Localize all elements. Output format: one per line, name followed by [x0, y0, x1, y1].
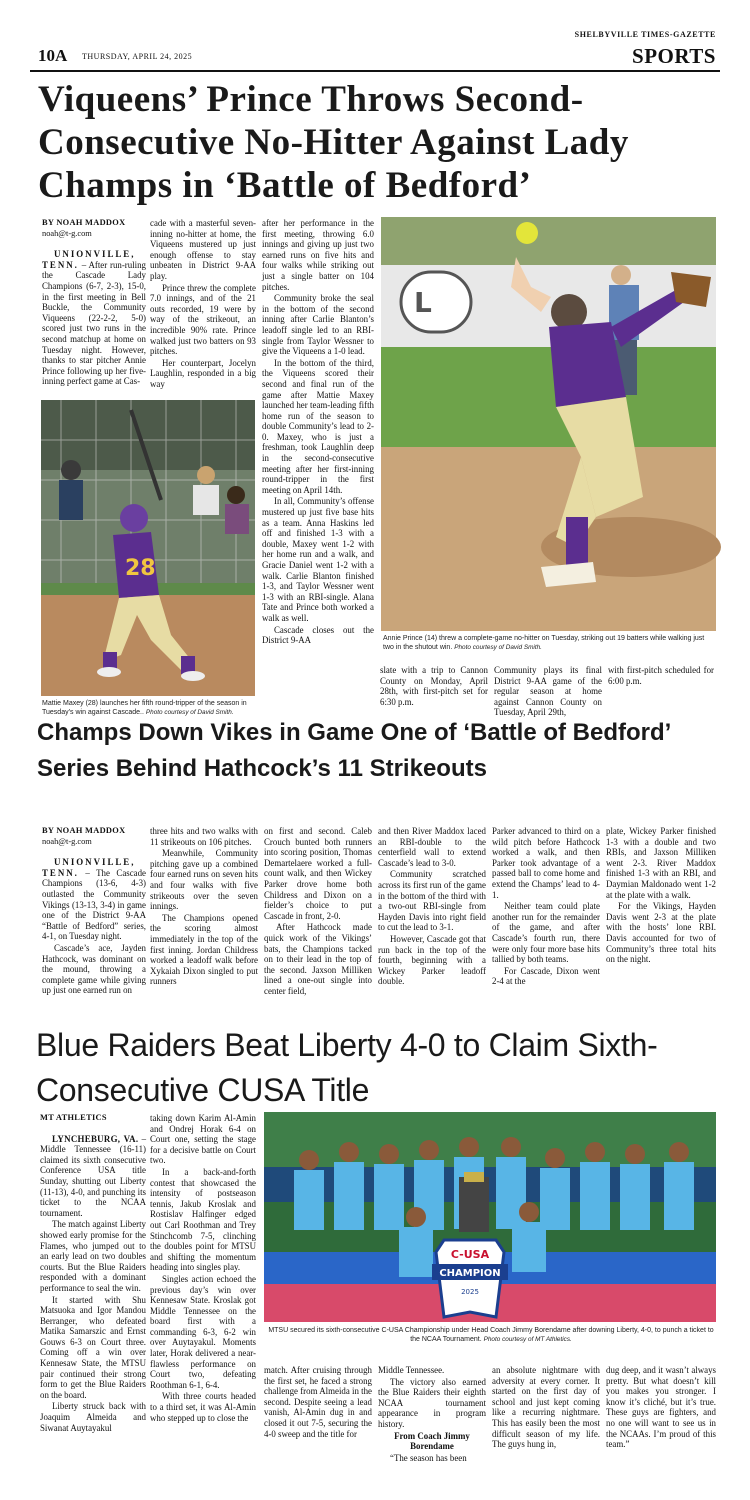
batter-photo-credit: Photo courtesy of David Smith. [145, 709, 234, 716]
story1-col3: after her performance in the first meeting, throwing 6.0 innings and giving up just two earned runs on five hits and four walks while striking out just a single batter on 104 pitches. Community broke the seal in the bottom of the second inning after Carlie Blanton’s leadoff single led to an RBI-single from Taylor Wessner to give the Viqueens a 1-0 lead. In the bottom of the third, the Viqueens scored their second and final run of the game after Mattie Maxey launched her team-leading fifth home run of the season to double Community’s lead to 2-0. Maxey, who is just a freshman, took Laughlin deep in the second-consecutive meeting after her first-inning round-tripper in the first meeting on April 14th. In all, Community’s offense mustered up just five base hits as a team. Anna Haskins led off and finished 1-3 with a double, Maxey went 1-2 with her home run and a walk, and Gracie Daniel went 1-2 with a walk. Carlie Blanton finished 1-3, and Taylor Wessner went 1-3 with an RBI-single. Alana Tate and Prince both worked a walk as well. Cascade closes out the District 9-AA [262, 218, 374, 646]
story2-headline: Champs Down Vikes in Game One of ‘Battle of Bedford’ Series Behind Hathcock’s 11 Strikeouts [37, 719, 670, 782]
pitcher-photo-credit: Photo courtesy of David Smith. [454, 644, 542, 651]
banner-cusa: C-USA [450, 1248, 490, 1261]
story1-byline: BY NOAH MADDOX [42, 218, 126, 227]
batter-photo-caption: Mattie Maxey (28) launches her fifth round-tripper of the season in Tuesday’s win against Cascade.. Photo courtesy of David Smith. [42, 700, 247, 716]
story2-col5: Parker advanced to third on a wild pitch before Hathcock worked a walk, and then Parker took advantage of a passed ball to come home and extend the Champs’ lead to 4-1. Neither team could plate another run for the remainder of the game, and after Cascade’s fourth run, there were only four more base hits tallied by both teams. For Cascade, Dixon went 2-4 at the [492, 826, 600, 987]
story2-col3: on first and second. Caleb Crouch bunted both runners into scoring position, Thomas Demartelaere worked a full-count walk, and then Wickey Parker drove home both Childress and Dixon on a fielder’s choice to put Cascade in front, 2-0. After Hathcock made quick work of the Vikings’ bats, the Champions tacked on to their lead in the top of the second. Jaxson Milliken lined a one-out single into center field, [264, 826, 372, 996]
coach-quote-heading: From Coach Jimmy Borendame [394, 1430, 470, 1452]
banner-year: 2025 [461, 1288, 479, 1296]
story1-headline: Viqueens’ Prince Throws Second-Consecutive No-Hitter Against Lady Champs in ‘Battle of Bedford’ [38, 79, 629, 206]
story2-col4: and then River Maddox laced an RBI-double to the centerfield wall to extend Cascade’s lead to 3-0. Community scratched across its first run of the game in the bottom of the third with a two-out RBI-single from Hayden Davis into right field to cut the lead to 3-1. However, Cascade got that run back in the top of the fourth, beginning with a Wickey Parker leadoff double. [378, 826, 486, 987]
story3-byline: MT ATHLETICS [40, 1113, 107, 1122]
story1-col6: with first-pitch scheduled for 6:00 p.m. [608, 665, 714, 686]
page-number: 10A [38, 46, 68, 65]
story2-col6: plate, Wickey Parker finished 1-3 with a double and two RBIs, and Jaxson Milliken went 2-3. River Maddox finished 1-3 with an RBI, and Daymian Maldonado went 1-2 at the plate with a walk. For the Vikings, Hayden Davis went 2-3 at the plate with the hosts’ lone RBI. Davis accounted for two of Community’s three total hits on the night. [606, 826, 716, 965]
story3-col2: taking down Karim Al-Amin and Ondrej Horak 6-4 on Court one, setting the stage for a decisive battle on Court two. In a back-and-forth contest that showcased the intensity of postseason tennis, Jakub Kroslak and Rostislav Halfinger edged out Carl Roothman and Trey Stinchcomb 7-5, clinching the doubles point for MTSU and shifting the momentum heading into singles play. Singles action echoed the previous day’s win over Kennesaw State. Kroslak got Middle Tennessee on the board first with a commanding 6-3, 6-2 win over Auytayakul. Moments later, Horak delivered a near-flawless performance on Court two, defeating Roothman 6-1, 6-4. With three courts headed to a third set, it was Al-Amin who stepped up to close the [150, 1113, 256, 1423]
story3-headline: Blue Raiders Beat Liberty 4-0 to Claim Sixth-Consecutive CUSA Title [36, 1027, 658, 1108]
tennis-photo-credit: Photo courtesy of MT Athletics. [483, 1336, 572, 1343]
batter-photo [41, 400, 255, 696]
story3-col5: an absolute nightmare with adversity at every corner. It started on the first day of school and just kept coming like a recurring nightmare. This has easily been the most difficult season of my life. The guys hung in, [492, 1365, 600, 1450]
story3-col3: match. After cruising through the first set, he faced a strong challenge from Almeida in the second. Despite seeing a lead vanish, Al-Amin dug in and closed it out 7-5, securing the 4-0 sweep and the title for [264, 1365, 372, 1439]
story2-col1: BY NOAH MADDOX noah@t-g.com UNIONVILLE, TENN. – The Cascade Champions (13-6, 4-3) outlasted the Community Vikings (13-13, 3-4) in game one of the District 9-AA “Battle of Bedford” series, 4-1, on Tuesday night. Cascade’s ace, Jayden Hathcock, was dominant on the mound, throwing a complete game while giving up just one earned run on [42, 826, 146, 996]
tennis-team-photo-image [264, 1112, 716, 1322]
story2-dateline: UNIONVILLE, TENN. [42, 857, 136, 878]
story2-byline: BY NOAH MADDOX [42, 826, 126, 835]
issue-date: THURSDAY, APRIL 24, 2025 [82, 52, 193, 61]
batter-photo-image [41, 400, 255, 696]
story3-col4: Middle Tennessee. The victory also earned the Blue Raiders their eighth NCAA tournament appearance in program history. From Coach Jimmy Borendame “The season has been [378, 1365, 486, 1463]
story3-dateline: LYNCHEBURG, VA. [52, 1133, 139, 1144]
story1-col1: BY NOAH MADDOX noah@t-g.com UNIONVILLE, TENN. – After run-ruling the Cascade Lady Champions (6-7, 2-3), 15-0, in the first meeting in Bell Buckle, the Community Viqueens (22-2-2, 5-0) scored just two runs in the second matchup at home on Tuesday night. However, thanks to star pitcher Annie Prince following up her five-inning perfect game at Cas- [42, 218, 146, 387]
story2-col2: three hits and two walks with 11 strikeouts on 106 pitches. Meanwhile, Community pitching gave up a combined four earned runs on seven hits and four walks with five strikeouts over the seven innings. The Champions opened the scoring almost immediately in the top of the first inning. Jordan Childress worked a leadoff walk before Xykaiah Dixon singled to put runners [150, 826, 258, 987]
banner-champion: CHAMPION [439, 1268, 501, 1279]
story1-email: noah@t-g.com [42, 228, 92, 238]
newspaper-name: SHELBYVILLE TIMES-GAZETTE [574, 30, 716, 39]
story2-email: noah@t-g.com [42, 836, 92, 846]
story1-col5: Community plays its final District 9-AA game of the regular season at home against Cannon County on Tuesday, April 29th, [494, 665, 602, 718]
page-folio [30, 24, 720, 72]
story1-col4: slate with a trip to Cannon County on Monday, April 28th, with first-pitch set for 6:30 p.m. [380, 665, 488, 707]
pitcher-photo-image [381, 217, 716, 631]
story3-col1: MT ATHLETICS LYNCHEBURG, VA. – Middle Tennessee (16-11) claimed its sixth consecutive Conference USA title Sunday, shutting out Liberty (11-13), 4-0, and punching its ticket to the NCAA tournament. The match against Liberty showed early promise for the Flames, who jumped out to an early lead on two doubles courts. But the Blue Raiders responded with a dominant performance to seal the win. It started with Shu Matsuoka and Igor Mandou Berranger, who defeated Matika Samarszic and Ernst Gouws 6-3 on Court three. Coming off a win over Kennesaw State, the MTSU pair continued their strong form to get the Blue Raiders on the board. Liberty struck back with Joaquim Almeida and Siwanat Auytayakul [40, 1113, 146, 1433]
story1-col2: cade with a masterful seven-inning no-hitter at home, the Viqueens mustered up just enough offense to stay unbeaten in District 9-AA play. Prince threw the complete 7.0 innings, and of the 21 outs recorded, 19 were by way of the strikeout, an incredible 90% rate. Prince walked just two batters on 93 pitches. Her counterpart, Jocelyn Laughlin, responded in a big way [150, 218, 256, 389]
story1-dateline: UNIONVILLE, TENN. [42, 249, 136, 270]
tennis-team-photo [264, 1112, 716, 1322]
pitcher-photo-caption: Annie Prince (14) threw a complete-game no-hitter on Tuesday, striking out 19 batters while walking just two in the shutout win. Photo courtesy of David Smith. [383, 635, 705, 651]
svg-text:L: L [414, 286, 432, 319]
section-name: SPORTS [632, 44, 716, 68]
tennis-photo-caption: MTSU secured its sixth-consecutive C-USA Championship under Head Coach Jimmy Borendame after downing Liberty, 4-0, to punch a ticket to the NCAA Tournament. Photo courtesy of MT Athletics. [268, 1327, 714, 1343]
svg-text:28: 28 [125, 556, 156, 581]
pitcher-photo [381, 217, 716, 631]
story3-col6: dug deep, and it wasn’t always pretty. But what doesn’t kill you makes you stronger. I know it’s cliché, but it’s true. These guys are fighters, and no one will want to see us in the NCAAs. I’m proud of this team.” [606, 1365, 716, 1450]
